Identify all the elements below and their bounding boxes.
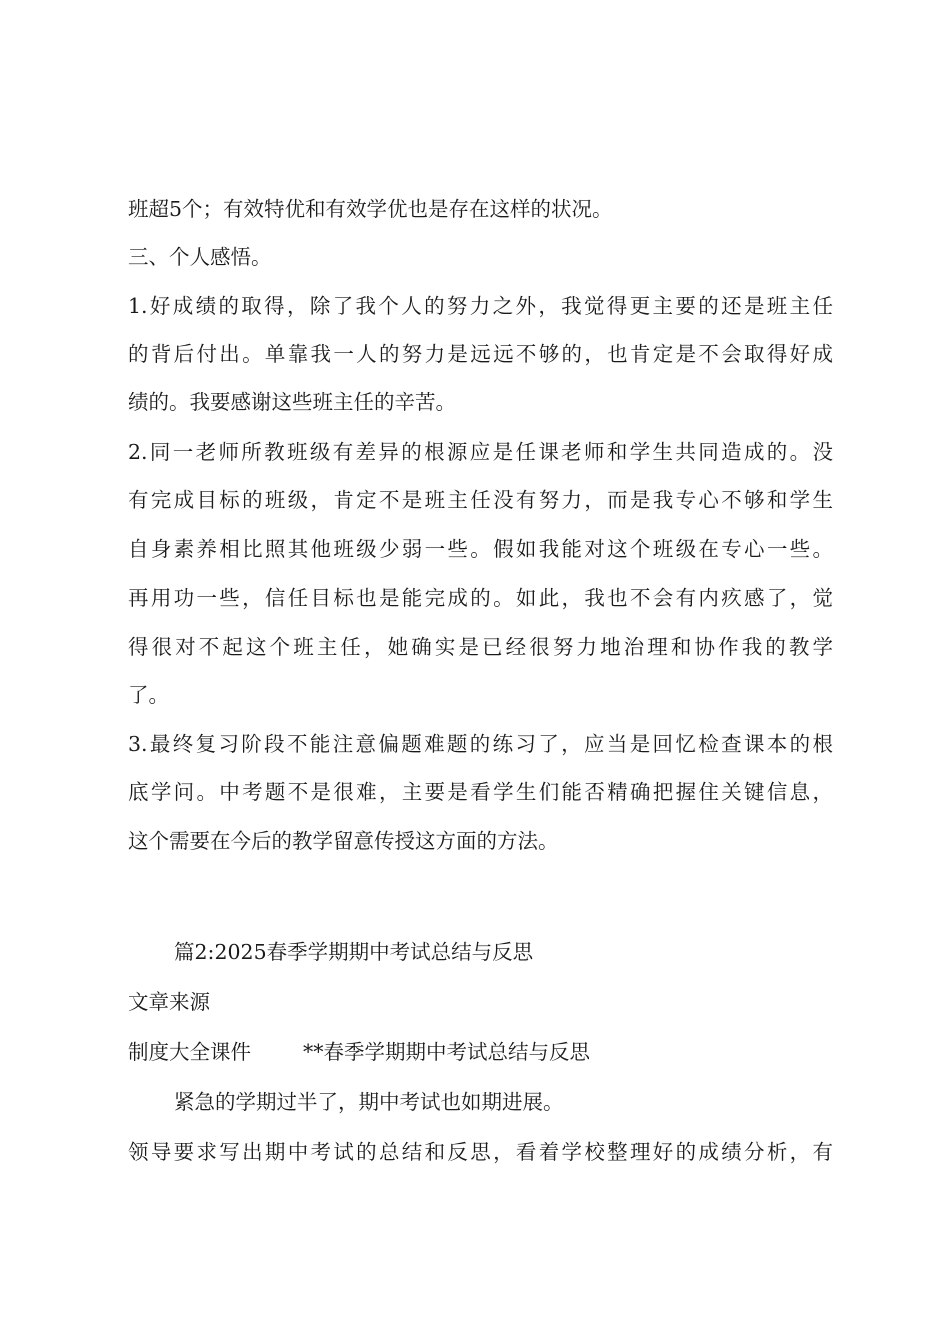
paragraph-line: 自身素养相比照其他班级少弱一些。假如我能对这个班级在专心一些。 (128, 537, 833, 561)
paragraph-line: 得很对不起这个班主任，她确实是已经很努力地治理和协作我的教学 (128, 635, 833, 659)
paragraph-line: 底学问。中考题不是很难，主要是看学生们能否精确把握住关键信息， (128, 780, 833, 804)
paragraph-line: 2.同一老师所教班级有差异的根源应是任课老师和学生共同造成的。没 (128, 440, 833, 464)
source-line (128, 1038, 833, 1066)
paragraph-line: 3.最终复习阶段不能注意偏题难题的练习了，应当是回忆检查课本的根 (128, 732, 833, 756)
article-heading: 篇2:2025春季学期期中考试总结与反思 (174, 940, 534, 964)
paragraph-line: 的背后付出。单靠我一人的努力是远远不够的，也肯定是不会取得好成 (128, 342, 833, 366)
paragraph-line: 有完成目标的班级，肯定不是班主任没有努力，而是我专心不够和学生 (128, 488, 833, 512)
section-heading: 三、个人感悟。 (128, 245, 272, 269)
paragraph-line: 1.好成绩的取得，除了我个人的努力之外，我觉得更主要的还是班主任 (128, 294, 833, 318)
paragraph-line: 绩的。我要感谢这些班主任的辛苦。 (128, 390, 456, 414)
paragraph-line: 这个需要在今后的教学留意传授这方面的方法。 (128, 829, 559, 853)
source-site: 制度大全课件 (128, 1040, 251, 1064)
intro-line: 紧急的学期过半了，期中考试也如期进展。 (174, 1090, 564, 1114)
paragraph-line: 班超5个；有效特优和有效学优也是存在这样的状况。 (128, 197, 613, 221)
paragraph-line: 领导要求写出期中考试的总结和反思，看着学校整理好的成绩分析，有 (128, 1140, 833, 1164)
paragraph-line: 再用功一些，信任目标也是能完成的。如此，我也不会有内疚感了，觉 (128, 586, 833, 610)
paragraph-line: 了。 (128, 683, 169, 707)
source-title: **春季学期期中考试总结与反思 (303, 1040, 590, 1064)
source-label: 文章来源 (128, 990, 210, 1014)
